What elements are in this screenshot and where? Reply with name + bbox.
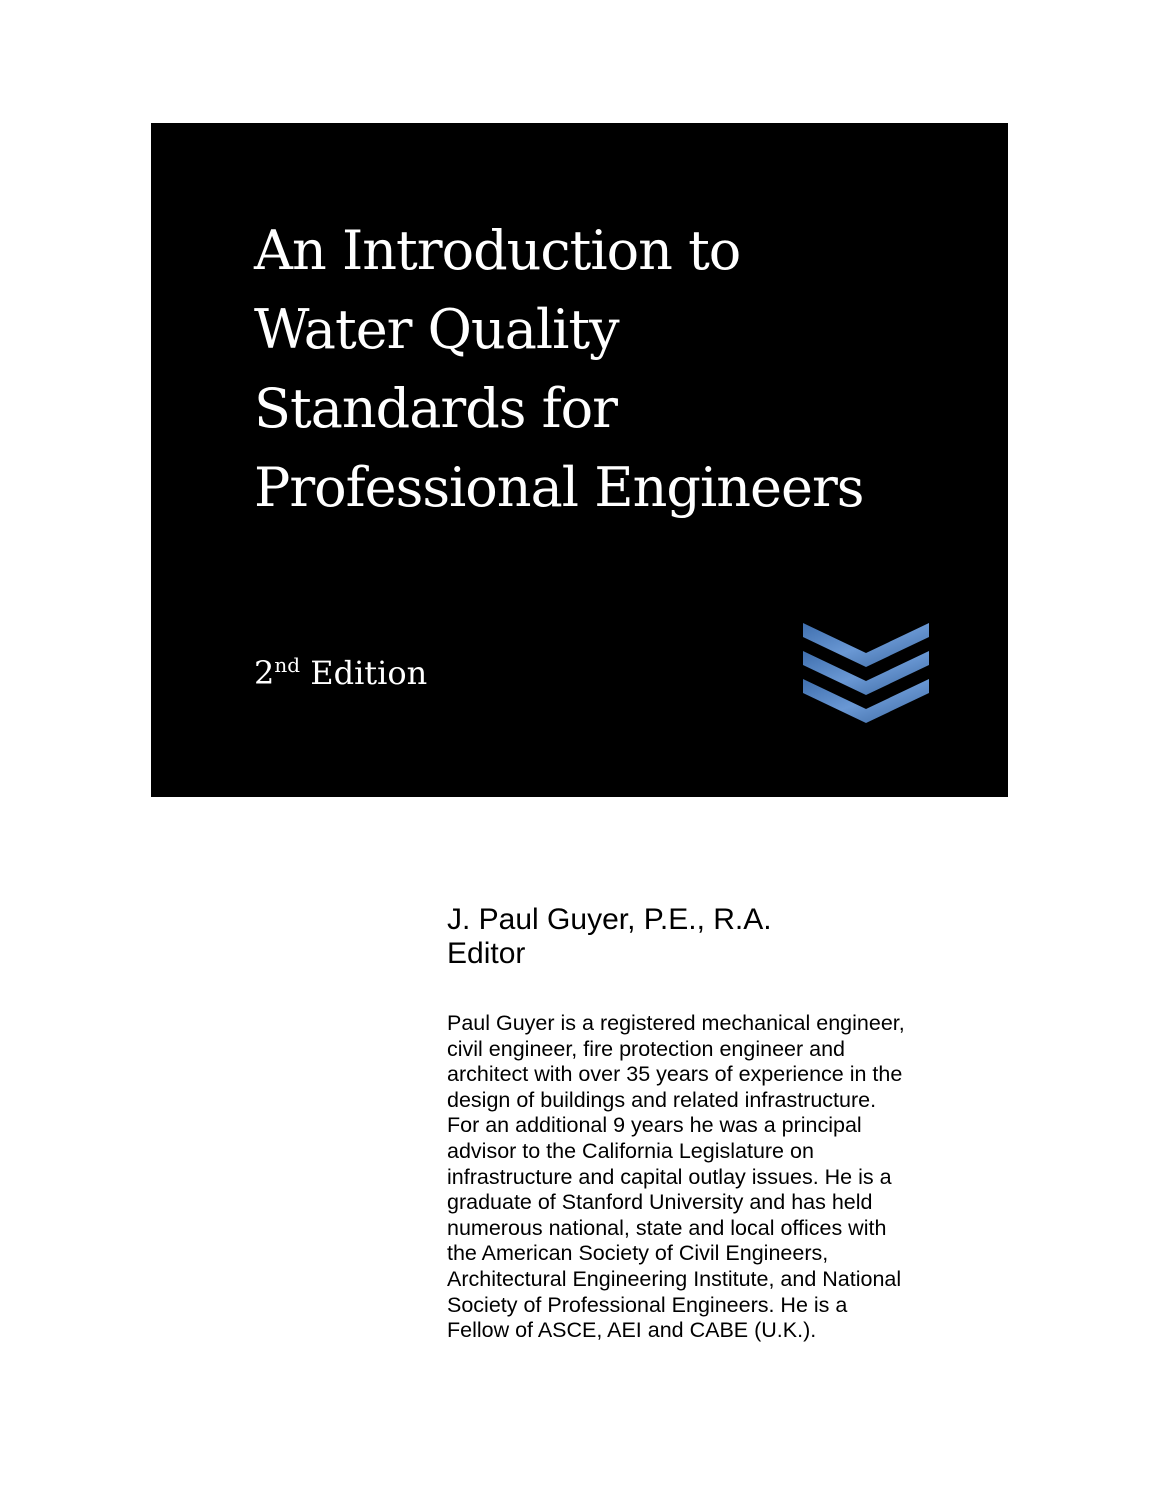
bio-line: architect with over 35 years of experience in the	[447, 1062, 903, 1087]
bio-line: Fellow of ASCE, AEI and CABE (U.K.).	[447, 1318, 817, 1343]
bio-line: For an additional 9 years he was a principal	[447, 1113, 862, 1138]
author-role: Editor	[447, 937, 526, 970]
title-line: Professional Engineers	[254, 456, 864, 519]
title-line: Standards for	[254, 377, 617, 440]
edition-number: 2	[254, 654, 275, 692]
bio-line: Architectural Engineering Institute, and National	[447, 1266, 902, 1291]
triple-chevron-down-icon	[803, 623, 929, 729]
bio-line: design of buildings and related infrastructure.	[447, 1087, 877, 1112]
book-title	[254, 211, 863, 527]
title-line: An Introduction to	[254, 219, 741, 282]
bio-line: civil engineer, fire protection engineer and	[447, 1036, 846, 1061]
cover-panel	[151, 123, 1008, 797]
edition-suffix: nd	[274, 653, 301, 677]
bio-line: numerous national, state and local offices with	[447, 1215, 887, 1240]
edition-word: Edition	[310, 654, 428, 692]
title-line: Water Quality	[254, 298, 619, 361]
bio-line: advisor to the California Legislature on	[447, 1138, 814, 1163]
bio-line: Paul Guyer is a registered mechanical engineer,	[447, 1011, 905, 1035]
bio-line: infrastructure and capital outlay issues. He is a	[447, 1164, 892, 1189]
author-bio	[447, 1011, 947, 1344]
author-name: J. Paul Guyer, P.E., R.A.	[447, 903, 772, 936]
edition-label	[254, 653, 427, 693]
bio-line: the American Society of Civil Engineers,	[447, 1241, 829, 1266]
bio-line: graduate of Stanford University and has held	[447, 1190, 873, 1215]
bio-line: Society of Professional Engineers. He is a	[447, 1292, 848, 1317]
